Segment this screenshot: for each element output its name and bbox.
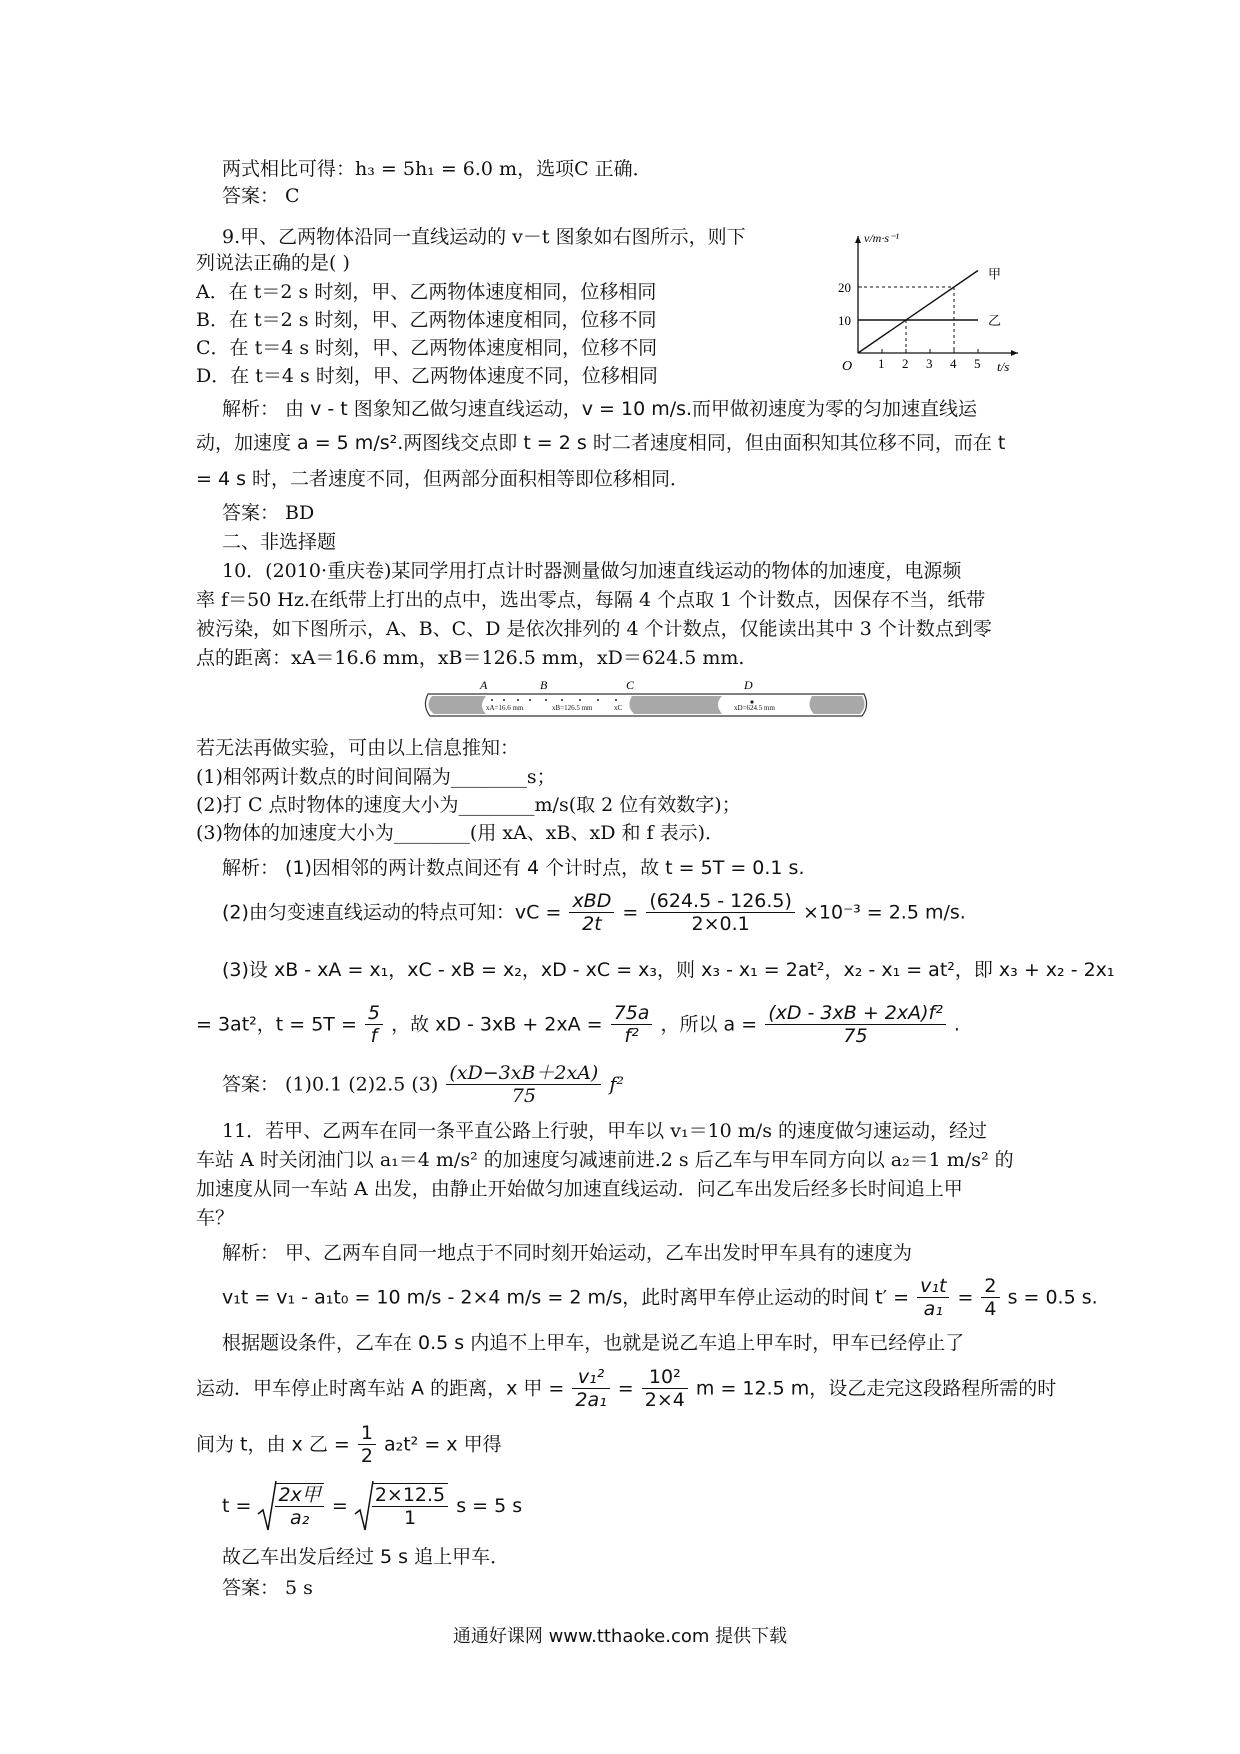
q10-solution-3: (3)设 xB - xA = x₁，xC - xB = x₂，xD - xC = x₃，则 x₃ - x₁ = 2at²，x₂ - x₁ = at²，即 x₃ + x₂ - 2x₁: [222, 959, 1115, 981]
fraction: [572, 1366, 609, 1411]
fraction: [365, 1002, 383, 1047]
numerator: 75a: [611, 1002, 653, 1025]
fraction: [646, 890, 795, 935]
fraction: [358, 1422, 376, 1467]
y-tick-label: 20: [838, 280, 851, 295]
fraction: [275, 1483, 323, 1529]
x-tick-label: 3: [926, 356, 933, 371]
answer-line: 答案： C: [222, 185, 300, 207]
square-root: [354, 1480, 450, 1532]
series-jia-line: [858, 271, 978, 354]
numerator: (xD - 3xB + 2xA)f²: [765, 1002, 946, 1025]
y-tick-label: 10: [838, 313, 851, 328]
q9-answer: 答案： BD: [222, 502, 315, 524]
formula-text: =: [331, 1495, 348, 1517]
formula-text: (2)由匀变速直线运动的特点可知：vC =: [222, 901, 562, 924]
q9-stem-2: 列说法正确的是( ): [196, 252, 350, 274]
x-tick-label: 2: [902, 356, 909, 371]
numerator: v₁t: [917, 1275, 949, 1298]
formula-text: 运动．甲车停止时离车站 A 的距离，x 甲 =: [196, 1377, 565, 1400]
denominator: 75: [511, 1085, 536, 1107]
fraction: [569, 890, 614, 935]
denominator: 2×4: [644, 1389, 685, 1411]
q10-answer: [222, 1062, 624, 1107]
formula-text: ，故 xD - 3xB + 2xA =: [391, 1013, 603, 1036]
radical-sign-icon: [257, 1480, 277, 1532]
q11-stem-2: 车站 A 时关闭油门以 a₁＝4 m/s² 的加速度匀减速前进.2 s 后乙车与甲车同方向以 a₂＝1 m/s² 的: [196, 1149, 1014, 1171]
xc-label: xC: [614, 704, 623, 712]
q11-solution-4: [196, 1366, 1056, 1411]
q11-solution-7: 故乙车出发后经过 5 s 追上甲车．: [222, 1546, 510, 1568]
numerator: 1: [358, 1422, 376, 1445]
q11-stem-1: 11．若甲、乙两车在同一条平直公路上行驶，甲车以 v₁＝10 m/s 的速度做匀速运动，经过: [222, 1120, 987, 1142]
origin-label: O: [842, 359, 853, 374]
y-axis-label: v/m·s⁻¹: [864, 231, 899, 245]
numerator: 10²: [642, 1366, 688, 1389]
denominator: a₁: [923, 1298, 943, 1320]
x-axis-arrow: [1011, 350, 1018, 356]
denominator: 2t: [582, 913, 602, 935]
x-tick-label: 4: [950, 356, 957, 371]
formula-text: =: [617, 1377, 634, 1400]
q11-solution-1: 解析： 甲、乙两车自同一地点于不同时刻开始运动，乙车出发时甲车具有的速度为: [222, 1242, 913, 1264]
square-root: [257, 1480, 325, 1532]
y-axis-arrow: [855, 236, 861, 243]
tape-stain: [809, 696, 864, 714]
q11-stem-3: 加速度从同一车站 A 出发，由静止开始做匀加速直线运动．问乙车出发后经多长时间追上甲: [196, 1178, 963, 1200]
q10-stem-4: 点的距离：xA＝16.6 mm，xB＝126.5 mm，xD＝624.5 mm.: [196, 647, 745, 669]
xd-label: xD=624.5 mm: [734, 704, 775, 712]
numerator: 2×12.5: [372, 1484, 448, 1507]
q9-option-b: B．在 t＝2 s 时刻，甲、乙两物体速度相同，位移不同: [196, 309, 657, 331]
formula-text: s = 5 s: [456, 1495, 523, 1517]
q10-solution-1: 解析： (1)因相邻的两计数点间还有 4 个计时点，故 t = 5T = 0.1 s.: [222, 857, 805, 879]
fraction: [611, 1002, 653, 1047]
numerator: 2: [981, 1275, 999, 1298]
radical-sign-icon: [354, 1480, 374, 1532]
denominator: a₂: [290, 1507, 310, 1529]
q11-solution-3: 根据题设条件，乙车在 0.5 s 内追不上甲车，也就是说乙车追上甲车时，甲车已经停止了: [222, 1332, 965, 1354]
fraction: [981, 1275, 999, 1320]
formula-text: 间为 t，由 x 乙 =: [196, 1433, 350, 1456]
formula-text: ×10⁻³ = 2.5 m/s.: [802, 901, 966, 924]
q10-blank-3: (3)物体的加速度大小为________(用 xA、xB、xD 和 f 表示)．: [196, 822, 724, 844]
tape-stain: [629, 696, 722, 714]
q9-stem: 9.甲、乙两物体沿同一直线运动的 v－t 图象如右图所示，则下: [222, 226, 746, 248]
denominator: 2a₁: [575, 1389, 607, 1411]
text-line: 两式相比可得：h₃ = 5h₁ = 6.0 m，选项C 正确．: [222, 158, 652, 180]
x-tick-label: 5: [974, 356, 981, 371]
q11-stem-4: 车？: [196, 1207, 235, 1229]
q10-blank-2: (2)打 C 点时物体的速度大小为________m/s(取 2 位有效数字)；: [196, 794, 741, 816]
tape-stain: [428, 696, 486, 714]
fraction: [642, 1366, 688, 1411]
point-c-label: C: [626, 678, 635, 692]
q11-solution-6: [222, 1480, 522, 1532]
xb-label: xB=126.5 mm: [552, 704, 593, 712]
q10-solution-4: [196, 1002, 960, 1047]
formula-text: s = 0.5 s.: [1007, 1286, 1098, 1309]
formula-text: t =: [222, 1495, 252, 1517]
q10-stem-3: 被污染，如下图所示，A、B、C、D 是依次排列的 4 个计数点，仅能读出其中 3 个计数点到零: [196, 618, 992, 640]
numerator: (xD−3xB＋2xA): [446, 1062, 601, 1085]
numerator: (624.5 - 126.5): [646, 890, 795, 913]
numerator: 2x甲: [275, 1484, 323, 1507]
numerator: xBD: [569, 890, 614, 913]
q9-option-c: C．在 t＝4 s 时刻，甲、乙两物体速度相同，位移不同: [196, 337, 658, 359]
fraction: [446, 1062, 601, 1107]
point-b-label: B: [540, 678, 548, 692]
q10-stem-1: 10．(2010·重庆卷)某同学用打点计时器测量做匀加速直线运动的物体的加速度，电源频: [222, 560, 962, 582]
formula-text: .: [953, 1013, 960, 1036]
footer-credit: 通通好课网 www.tthaoke.com 提供下载: [452, 1626, 788, 1647]
denominator: f²: [624, 1025, 639, 1047]
series-yi-label: 乙: [988, 314, 1002, 329]
x-axis-label: t/s: [997, 359, 1010, 374]
denominator: 2×0.1: [691, 913, 750, 935]
denominator: 75: [843, 1025, 868, 1047]
formula-text: ，所以 a =: [660, 1013, 758, 1036]
q10-blank-1: (1)相邻两计数点的时间间隔为________s；: [196, 766, 556, 788]
formula-text: a₂t² = x 甲得: [383, 1433, 502, 1456]
denominator: 1: [403, 1507, 417, 1529]
answer-text: 答案： (1)0.1 (2)2.5 (3): [222, 1073, 439, 1096]
point-a-label: A: [480, 678, 488, 692]
fraction: [765, 1002, 946, 1047]
series-jia-label: 甲: [988, 267, 1002, 283]
q9-option-d: D．在 t＝4 s 时刻，甲、乙两物体速度不同，位移相同: [196, 365, 658, 387]
q10-stem-2: 率 f＝50 Hz.在纸带上打出的点中，选出零点，每隔 4 个点取 1 个计数点，因保存不当，纸带: [196, 589, 986, 611]
q9-option-a: A．在 t＝2 s 时刻，甲、乙两物体速度相同，位移相同: [196, 281, 657, 303]
fraction: [372, 1483, 448, 1529]
q10-stem-5: 若无法再做实验，可由以上信息推知：: [196, 737, 520, 759]
denominator: f: [370, 1025, 378, 1047]
q9-solution-2: 动，加速度 a = 5 m/s².两图线交点即 t = 2 s 时二者速度相同，但由面积知其位移不同，而在 t: [196, 432, 1006, 454]
point-d-label: D: [744, 678, 753, 692]
formula-text: =: [622, 901, 639, 924]
xa-label: xA=16.6 mm: [486, 704, 524, 712]
q11-solution-5: [196, 1422, 502, 1467]
x-tick-label: 1: [878, 356, 885, 371]
fraction: [917, 1275, 949, 1320]
denominator: 2: [360, 1445, 373, 1467]
formula-text: m = 12.5 m，设乙走完这段路程所需的时: [695, 1377, 1057, 1400]
formula-text: =: [957, 1286, 974, 1309]
paper-tape-figure: [422, 676, 872, 734]
q11-solution-2: [222, 1275, 1098, 1320]
vt-graph: [840, 228, 1030, 373]
q11-answer: 答案： 5 s: [222, 1577, 313, 1599]
q9-solution-3: = 4 s 时，二者速度不同，但两部分面积相等即位移相同．: [196, 468, 690, 490]
section-heading: 二、非选择题: [222, 531, 337, 553]
answer-text: f²: [609, 1073, 625, 1096]
numerator: v₁²: [572, 1366, 609, 1389]
q10-solution-2: [222, 890, 966, 935]
q9-solution-1: 解析： 由 v - t 图象知乙做匀速直线运动，v = 10 m/s.而甲做初速度为零的匀加速直线运: [222, 398, 978, 420]
formula-text: v₁t = v₁ - a₁t₀ = 10 m/s - 2×4 m/s = 2 m/s，此时离甲车停止运动的时间 t′ =: [222, 1286, 910, 1309]
denominator: 4: [984, 1298, 997, 1320]
formula-text: = 3at²，t = 5T =: [196, 1013, 357, 1036]
numerator: 5: [365, 1002, 383, 1025]
